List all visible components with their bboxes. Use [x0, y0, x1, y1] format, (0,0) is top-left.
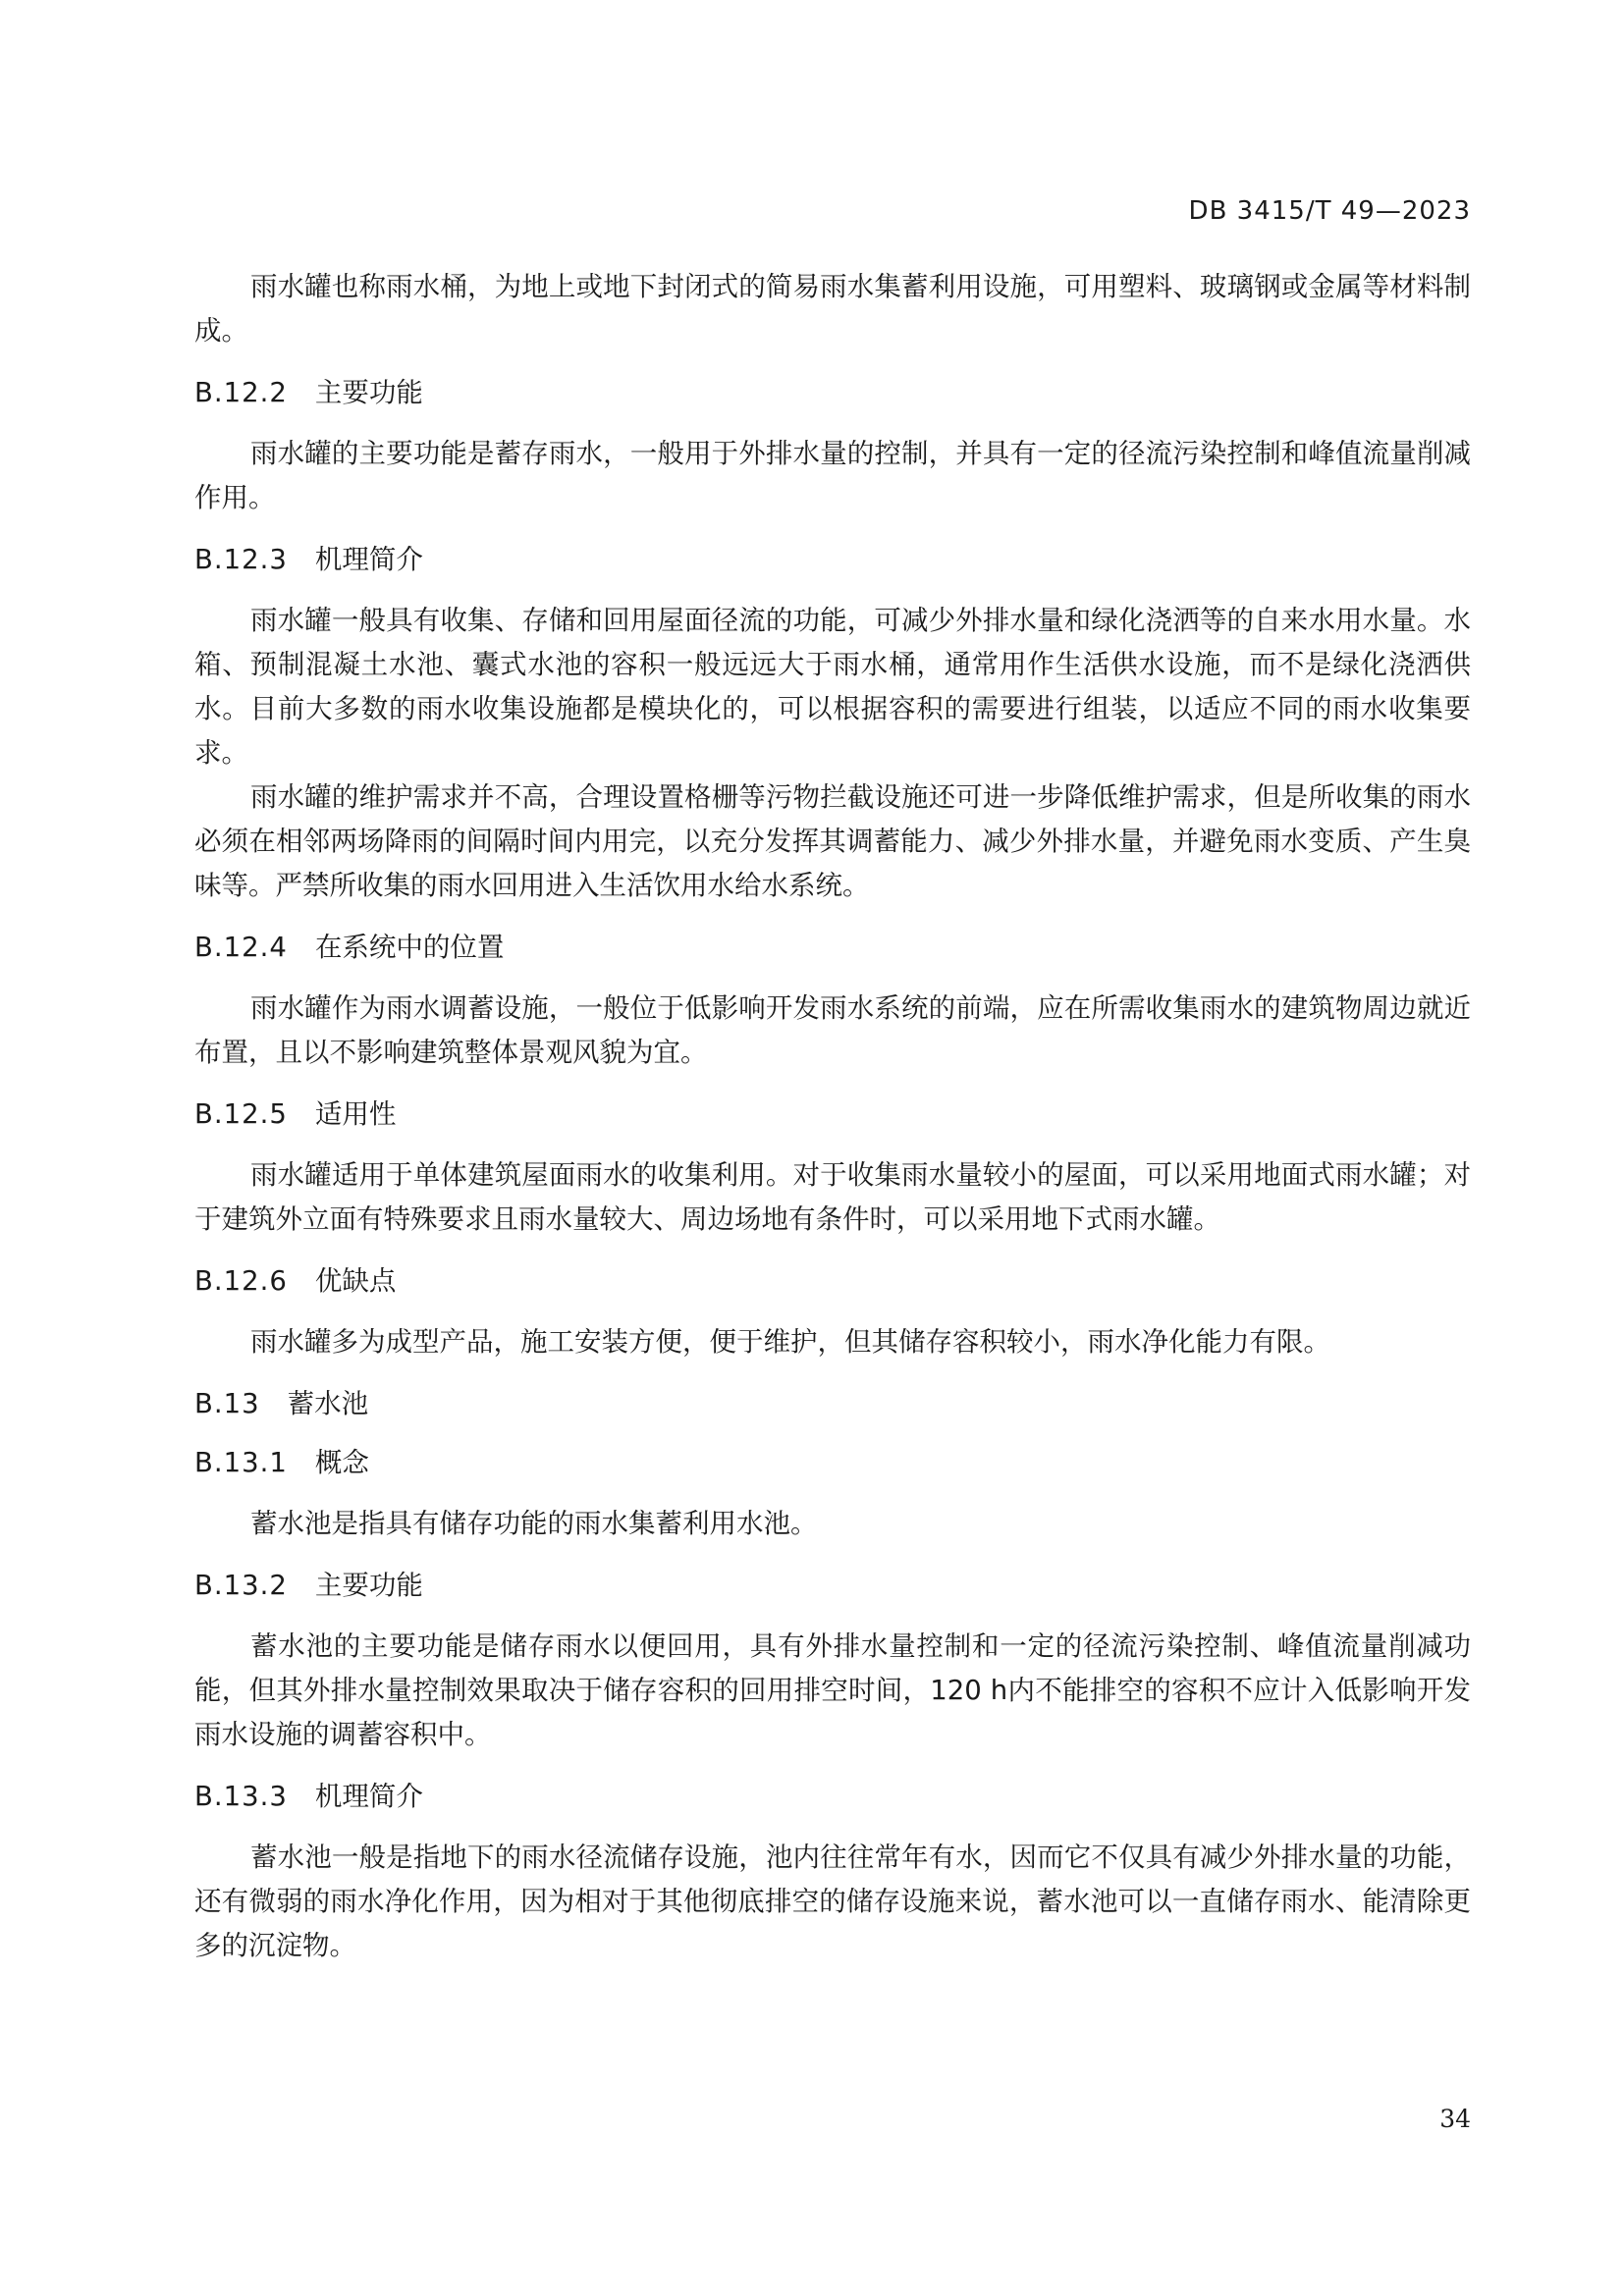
paragraph-rain-barrel-applicability: 雨水罐适用于单体建筑屋面雨水的收集利用。对于收集雨水量较小的屋面，可以采用地面式雨水罐；对于建筑外立面有特殊要求且雨水量较大、周边场地有条件时，可以采用地下式雨水罐。: [194, 1159, 1471, 1235]
header-document-code: DB 3415/T 49—2023: [1188, 196, 1471, 226]
paragraph-rain-barrel-maintenance: 雨水罐的维护需求并不高，合理设置格栅等污物拦截设施还可进一步降低维护需求，但是所收集的雨水必须在相邻两场降雨的间隔时间内用完，以充分发挥其调蓄能力、减少外排水量，并避免雨水变质、产生臭味等。严禁所收集的雨水回用进入生活饮用水给水系统。: [194, 781, 1471, 901]
section-heading-b12-3: [194, 540, 1471, 579]
section-number: B.12.5: [194, 1098, 288, 1130]
section-number: B.13.2: [194, 1570, 288, 1601]
page-number: 34: [1439, 2105, 1471, 2133]
section-number: B.12.6: [194, 1265, 288, 1297]
section-number: B.12.3: [194, 544, 288, 575]
section-number: B.13.3: [194, 1781, 288, 1812]
section-title: 优缺点: [314, 1265, 397, 1297]
section-heading-b12-5: [194, 1095, 1471, 1134]
document-body: [194, 265, 1471, 1988]
paragraph-storage-tank-function: 蓄水池的主要功能是储存雨水以便回用，具有外排水量控制和一定的径流污染控制、峰值流量削减功能，但其外排水量控制效果取决于储存容积的回用排空时间，120 h内不能排空的容积不应计入低影响开发雨水设施的调蓄容积中。: [194, 1630, 1471, 1750]
section-number: B.12.4: [194, 932, 288, 963]
section-title: 主要功能: [314, 377, 423, 408]
section-number: B.12.2: [194, 377, 288, 408]
paragraph-rain-barrel-function: 雨水罐的主要功能是蓄存雨水，一般用于外排水量的控制，并具有一定的径流污染控制和峰值流量削减作用。: [194, 438, 1471, 513]
section-heading-b13: [194, 1384, 1471, 1423]
section-number: B.13.1: [194, 1447, 288, 1478]
section-title: 在系统中的位置: [314, 932, 505, 963]
paragraph-storage-tank-definition: 蓄水池是指具有储存功能的雨水集蓄利用水池。: [250, 1508, 818, 1539]
section-title: 机理简介: [314, 544, 423, 575]
paragraph-storage-tank-mechanism: 蓄水池一般是指地下的雨水径流储存设施，池内往往常年有水，因而它不仅具有减少外排水量的功能，还有微弱的雨水净化作用，因为相对于其他彻底排空的储存设施来说，蓄水池可以一直储存雨水、能清除更多的沉淀物。: [194, 1842, 1471, 1961]
paragraph-rain-barrel-pros-cons: 雨水罐多为成型产品，施工安装方便，便于维护，但其储存容积较小，雨水净化能力有限。: [250, 1326, 1330, 1358]
section-heading-b12-6: [194, 1261, 1471, 1301]
paragraph-rain-barrel-position: 雨水罐作为雨水调蓄设施，一般位于低影响开发雨水系统的前端，应在所需收集雨水的建筑物周边就近布置，且以不影响建筑整体景观风貌为宜。: [194, 992, 1471, 1068]
section-heading-b13-1: [194, 1443, 1471, 1482]
section-heading-b13-3: [194, 1777, 1471, 1816]
section-heading-b12-4: [194, 928, 1471, 967]
section-title: 蓄水池: [287, 1388, 369, 1419]
section-heading-b12-2: [194, 373, 1471, 412]
section-title: 主要功能: [314, 1570, 423, 1601]
section-heading-b13-2: [194, 1566, 1471, 1605]
section-title: 适用性: [314, 1098, 397, 1130]
section-number: B.13: [194, 1388, 260, 1419]
paragraph-rain-barrel-mechanism: 雨水罐一般具有收集、存储和回用屋面径流的功能，可减少外排水量和绿化浇洒等的自来水用水量。水箱、预制混凝土水池、囊式水池的容积一般远远大于雨水桶，通常用作生活供水设施，而不是绿化浇洒供水。目前大多数的雨水收集设施都是模块化的，可以根据容积的需要进行组装，以适应不同的雨水收集要求。: [194, 605, 1471, 769]
section-title: 机理简介: [314, 1781, 423, 1812]
section-title: 概念: [314, 1447, 369, 1478]
paragraph-rain-barrel-definition: 雨水罐也称雨水桶，为地上或地下封闭式的简易雨水集蓄利用设施，可用塑料、玻璃钢或金属等材料制成。: [194, 271, 1471, 347]
